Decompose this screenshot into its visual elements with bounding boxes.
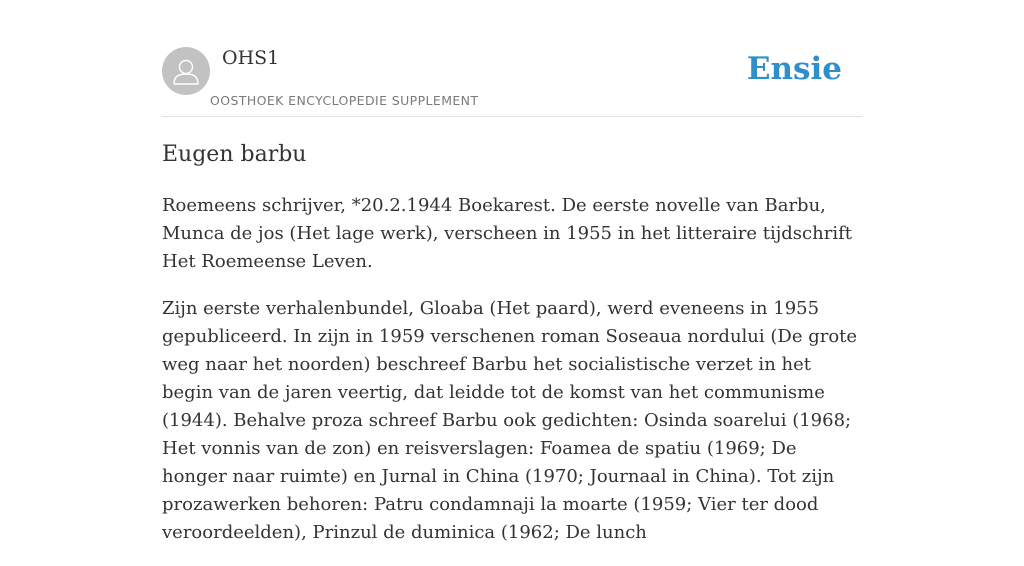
author-name[interactable]: OHS1 bbox=[222, 47, 280, 69]
author-avatar[interactable] bbox=[162, 47, 210, 95]
ensie-logo[interactable]: Ensie bbox=[746, 51, 842, 87]
article-paragraph: Zijn eerste verhalenbundel, Gloaba (Het paard), werd eveneens in 1955 gepubliceerd. In zijn in 1959 verschenen roman Soseaua nordului (De grote weg naar het noorden) beschreef Barbu het socialistische verzet in het begin van de jaren veertig, dat leidde tot de komst van het communisme (1944). Behalve proza schreef Barbu ook gedichten: Osinda soarelui (1968; Het vonnis van de zon) en reisverslagen: Foamea de spatiu (1969; De honger naar ruimte) en Jurnal in China (1970; Journaal in China). Tot zijn prozawerken behoren: Patru condamnaji la moarte (1959; Vier ter dood veroordeelden), Prinzul de duminica (1962; De lunch bbox=[162, 298, 858, 543]
page bbox=[162, 0, 862, 543]
source-label[interactable]: OOSTHOEK ENCYCLOPEDIE SUPPLEMENT bbox=[210, 93, 479, 108]
article-paragraph: Roemeens schrijver, *20.2.1944 Boekarest. De eerste novelle van Barbu, Munca de jos (Het lage werk), verscheen in 1955 in het litteraire tijdschrift Het Roemeense Leven. bbox=[162, 195, 852, 272]
user-icon bbox=[162, 47, 210, 95]
article-body bbox=[162, 192, 862, 566]
page-header bbox=[162, 0, 862, 117]
article-title: Eugen barbu bbox=[162, 142, 307, 167]
